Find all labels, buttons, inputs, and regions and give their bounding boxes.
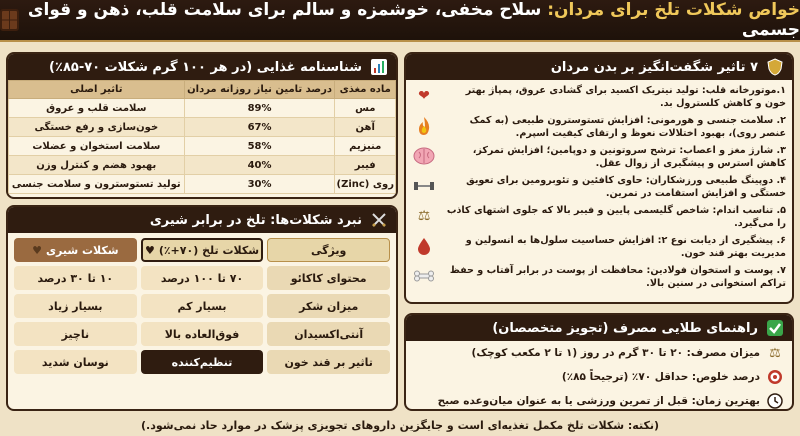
table-row bbox=[9, 137, 396, 156]
nutrient-cell: مس bbox=[335, 99, 396, 118]
effect-text: ۱.موتورخانه قلب: تولید نیتریک اکسید برای گشادی عروق، پمپاژ بهتر خون و کاهش کلسترول بد. bbox=[465, 85, 786, 109]
list-item bbox=[406, 389, 792, 411]
effect-cell: بهبود هضم و کنترل وزن bbox=[9, 156, 185, 175]
comparison-title: نبرد شکلات‌ها: تلخ در برابر شیری bbox=[149, 212, 362, 228]
effect-cell: سلامت قلب و عروق bbox=[9, 99, 185, 118]
effect-text: ۶. پیشگیری از دیابت نوع ۲: افزایش حساسیت سلول‌ها به انسولین و مدیریت بهتر قند خون. bbox=[465, 235, 786, 259]
table-row bbox=[9, 156, 396, 175]
effects-panel bbox=[404, 52, 794, 304]
compare-dark-cell: تنظیم‌کننده bbox=[141, 350, 264, 374]
effect-text: ۳. شارژ مغز و اعصاب: ترشح سروتونین و دوپامین؛ افزایش تمرکز، کاهش استرس و پیشگیری از زوال عقل. bbox=[472, 145, 786, 169]
footer-note bbox=[0, 414, 800, 436]
usage-title: راهنمای طلایی مصرف (تجویز متخصصان) bbox=[492, 320, 758, 336]
bone-icon bbox=[412, 264, 436, 288]
list-item bbox=[412, 84, 786, 110]
check-icon bbox=[766, 319, 784, 337]
list-item bbox=[412, 114, 786, 140]
list-item bbox=[406, 341, 792, 365]
effect-text: ۴. دوپینگ طبیعی ورزشکاران: حاوی کافئین و تئوبرومین برای تعویق خستگی و افزایش استقامت در تمرین. bbox=[466, 175, 786, 199]
nutrition-panel bbox=[6, 52, 398, 199]
compare-feature-cell: محتوای کاکائو bbox=[267, 266, 390, 290]
usage-panel bbox=[404, 313, 794, 411]
compare-dark-cell: فوق‌العاده بالا bbox=[141, 322, 264, 346]
nutrition-panel-header bbox=[8, 54, 396, 80]
usage-text: درصد خلوص: حداقل ۷۰٪ (ترجیحاً ۸۵٪) bbox=[561, 371, 760, 383]
list-item bbox=[412, 144, 786, 170]
drop-icon bbox=[412, 234, 436, 258]
compare-header-milk bbox=[14, 238, 137, 262]
chocolate-icon bbox=[0, 9, 19, 31]
dumbbell-icon bbox=[412, 174, 436, 198]
compare-feature-cell: میزان شکر bbox=[267, 294, 390, 318]
swords-icon bbox=[370, 211, 388, 229]
list-item bbox=[412, 264, 786, 290]
header-title-rest: سلاح مخفی، خوشمزه و سالم برای سلامت قلب، ذهن و قوای جسمی bbox=[27, 0, 800, 40]
compare-header-dark bbox=[141, 238, 264, 262]
effect-text: ۵. تناسب اندام: شاخص گلیسمی پایین و فیبر بالا که جلوی اشتهای کاذب را می‌گیرد. bbox=[446, 205, 786, 229]
list-item bbox=[412, 234, 786, 260]
usage-text: میزان مصرف: ۲۰ تا ۳۰ گرم در روز (۱ تا ۲ مکعب کوچک) bbox=[471, 347, 760, 359]
compare-milk-cell: ۱۰ تا ۳۰ درصد bbox=[14, 266, 137, 290]
milk-chocolate-label: شکلات شیری bbox=[45, 243, 119, 257]
nutrient-cell: آهن bbox=[335, 118, 396, 137]
effects-panel-header bbox=[406, 54, 792, 80]
nutrition-col-effect: تاثیر اصلی bbox=[9, 81, 185, 99]
scale-icon: ⚖ bbox=[417, 207, 431, 224]
compare-feature-cell: تاثیر بر قند خون bbox=[267, 350, 390, 374]
flame-icon bbox=[412, 114, 436, 138]
nutrient-cell: فیبر bbox=[335, 156, 396, 175]
nutrient-cell: منیزیم bbox=[335, 137, 396, 156]
brain-icon bbox=[412, 144, 436, 168]
comparison-grid bbox=[8, 233, 396, 379]
compare-feature-cell: آنتی‌اکسیدان bbox=[267, 322, 390, 346]
compare-milk-cell: نوسان شدید bbox=[14, 350, 137, 374]
list-item bbox=[412, 204, 786, 230]
chart-icon bbox=[370, 58, 388, 76]
dark-chocolate-label: شکلات تلخ (۷۰+٪) bbox=[158, 243, 260, 257]
shield-icon bbox=[766, 58, 784, 76]
header-title bbox=[27, 0, 800, 40]
list-item bbox=[412, 174, 786, 200]
nutrition-table-header bbox=[9, 81, 396, 99]
table-row bbox=[9, 118, 396, 137]
table-row bbox=[9, 99, 396, 118]
target-icon bbox=[766, 368, 784, 386]
heart-icon: ♥ bbox=[144, 243, 155, 257]
percent-cell: 89% bbox=[184, 99, 335, 118]
heart-icon: ❤ bbox=[418, 87, 430, 104]
effect-text: ۷. پوست و استخوان فولادین: محافظت از پوست در برابر آفتاب و حفظ تراکم استخوانی در سنین بالا. bbox=[449, 265, 786, 289]
usage-panel-header bbox=[406, 315, 792, 341]
clock-icon bbox=[766, 392, 784, 410]
header-title-accent: خواص شکلات تلخ برای مردان: bbox=[547, 0, 800, 20]
compare-header-feature: ویژگی bbox=[267, 238, 390, 262]
effect-cell: خون‌سازی و رفع خستگی bbox=[9, 118, 185, 137]
compare-milk-cell: ناچیز bbox=[14, 322, 137, 346]
effect-text: ۲. سلامت جنسی و هورمونی: افزایش تستوسترون طبیعی (به کمک عنصر روی)، بهبود اختلالات نعوظ و ارتقای کیفیت اسپرم. bbox=[469, 115, 786, 139]
nutrition-title: شناسنامه غذایی (در هر ۱۰۰ گرم شکلات ۷۰-۸۵٪) bbox=[49, 59, 362, 75]
percent-cell: 67% bbox=[184, 118, 335, 137]
nutrition-table bbox=[8, 80, 396, 194]
nutrition-col-percent: درصد تامین نیاز روزانه مردان bbox=[184, 81, 335, 99]
scale-icon: ⚖ bbox=[769, 345, 781, 361]
effect-cell: سلامت استخوان و عضلات bbox=[9, 137, 185, 156]
effect-cell: تولید تستوسترون و سلامت جنسی bbox=[9, 175, 185, 194]
heart-icon: ♥ bbox=[32, 243, 42, 257]
effects-list bbox=[406, 80, 792, 290]
footer-note-text: (نکته: شکلات تلخ مکمل تغذیه‌ای است و جایگزین داروهای تجویزی پزشک در موارد حاد نمی‌شود.) bbox=[141, 418, 659, 432]
page-header bbox=[0, 0, 800, 42]
percent-cell: 40% bbox=[184, 156, 335, 175]
list-item bbox=[406, 365, 792, 389]
compare-milk-cell: بسیار زیاد bbox=[14, 294, 137, 318]
compare-dark-cell: بسیار کم bbox=[141, 294, 264, 318]
nutrient-cell: روی (Zinc) bbox=[335, 175, 396, 194]
compare-dark-cell: ۷۰ تا ۱۰۰ درصد bbox=[141, 266, 264, 290]
comparison-panel-header bbox=[8, 207, 396, 233]
comparison-panel bbox=[6, 205, 398, 411]
nutrition-col-nutrient: ماده مغذی bbox=[335, 81, 396, 99]
effects-title: ۷ تاثیر شگفت‌انگیز بر بدن مردان bbox=[550, 59, 758, 75]
usage-text: بهترین زمان: قبل از تمرین ورزشی یا به عنوان میان‌وعده صبح bbox=[437, 395, 760, 407]
percent-cell: 30% bbox=[184, 175, 335, 194]
table-row bbox=[9, 175, 396, 194]
percent-cell: 58% bbox=[184, 137, 335, 156]
